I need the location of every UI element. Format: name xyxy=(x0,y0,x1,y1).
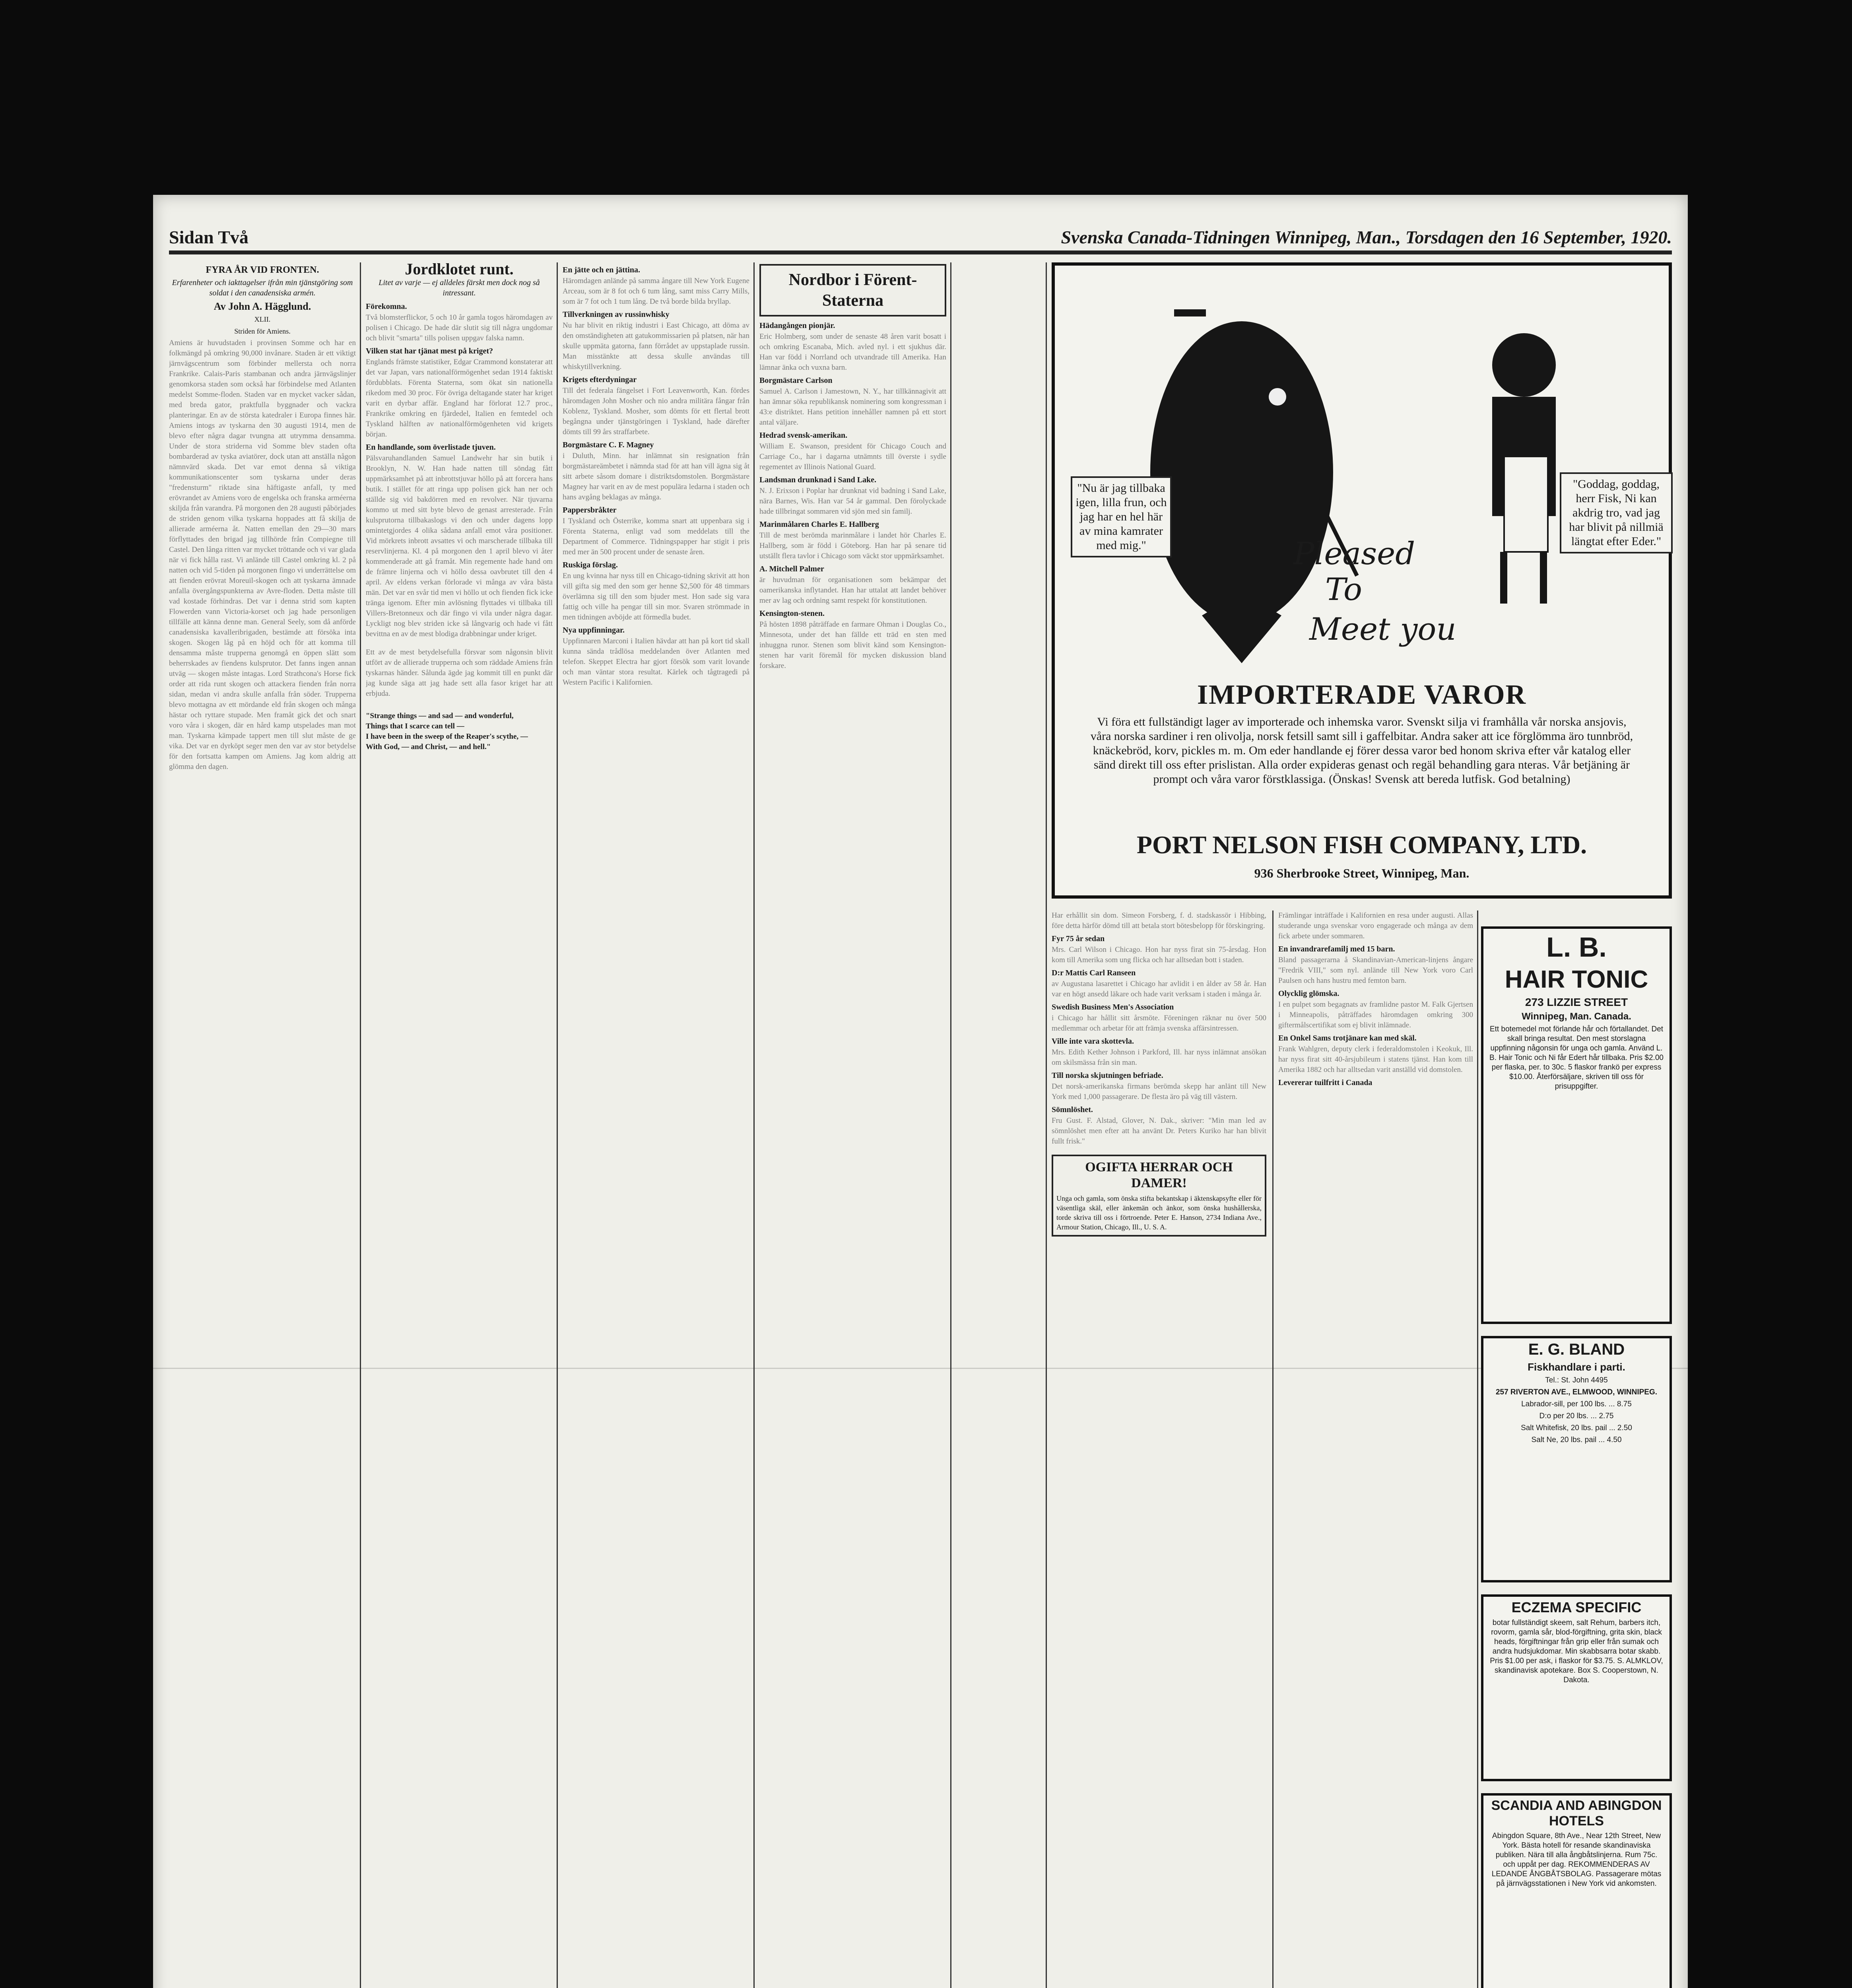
ad-body: Ett botemedel mot förlande hår och förtallandet. Det skall bringa resultat. Den mest storslagna uppfinning någonsin för unga och gamla. Använd L. B. Hair Tonic och Ni får Edert hår tillbaka. Pris $2.00 per flaska, per. to 30c. 5 flaskor frankö per express $10.00. Återförsäljare, skriven till oss för prisuppgifter. xyxy=(1489,1025,1664,1091)
article-body: Ett av de mest betydelsefulla försvar som någonsin blivit utfört av de allierade trupperna och som räddade Amiens från tyskarnas händer. Sålunda ägde jag kommit till en punkt där jag kunde säga att jag hade sett alla fasor kriget har att erbjuda. xyxy=(366,648,553,698)
article-body: En ung kvinna har nyss till en Chicago-tidning skrivit att hon vill gifta sig med den som ger henne $2,500 för 48 timmars överlämna sig till den som bjuder mest. Hon sade sig vara fattig och ville ha pengar till sin mor. Svaren strömmade in men tidningen avböjde att förmedla budet. xyxy=(563,572,749,621)
column-3 xyxy=(563,262,749,1988)
article-body: Till det federala fängelset i Fort Leavenworth, Kan. fördes häromdagen John Mosher och nio andra militära fångar från Koblenz, Tyskland. Mosher, som dömts för ett flertal brott begångna under tjänstgöringen i Tyskland, hade därefter dömts till 99 års straffarbete. xyxy=(563,386,749,436)
article-title: Jordklotet runt. xyxy=(405,262,514,278)
article-body: Englands främste statistiker, Edgar Crammond konstaterar att det var Japan, vars nationalförmögenhet sedan 1914 faktiskt fördubblats. Förenta Staterna, som ökat sin nationella rikedom med 30 proc. För övriga deltagande stater har kriget varit en dyrbar affär. England har förlorat 12.7 proc., Frankrike omkring en fjärdedel, Italien en femtedel och Tyskland hälften av nationalförmögenheten vid krigets början. xyxy=(366,358,553,439)
article-body: Två blomsterflickor, 5 och 10 år gamla togos häromdagen av polisen i Chicago. De hade där slutit sig till några ungdomar och blivit "smarta" tills polisen uppgav falska namn. xyxy=(366,313,553,342)
column-rule xyxy=(1272,911,1273,1988)
section-title: Striden för Amiens. xyxy=(234,327,291,335)
subhead: Marinmålaren Charles E. Hallberg xyxy=(759,520,879,529)
article-body: William E. Swanson, president för Chicago Couch and Carriage Co., har i dagarna utnämnts till överste i sydle regementet av Illinois National Guard. xyxy=(759,442,946,471)
subhead: Vilken stat har tjänat mest på kriget? xyxy=(366,347,493,355)
masthead xyxy=(169,227,1672,254)
ad-title: L. B. xyxy=(1546,932,1607,963)
price-line: Salt Ne, 20 lbs. pail ... 4.50 xyxy=(1531,1436,1622,1444)
article-body: Mrs. Edith Kether Johnson i Parkford, Ill. har nyss inlämnat ansökan om skilsmässa från sin man. xyxy=(1052,1048,1266,1067)
ad-body: Vi föra ett fullständigt lager av importerade och inhemska varor. Svenskt silja vi framhålla vår norska ansjovis, våra norska sardiner i ren olivolja, norsk fetsill samt sill i gaffelbitar. Andra saker att ice förglömma äro tunnbröd, knäckebröd, korv, pickles m. m. Om eder handlande ej förer dessa varor bed honom skriva efter vår katalog eller sänd direkt till oss efter prislistan. Alla order expideras genast och regäl behandling gara nteras. Vår betjäning är prompt och våra varor förstklassiga. (Önskas! Svensk att bereda lutfisk. God betalning) xyxy=(1090,715,1633,786)
subhead: En handlande, som överlistade tjuven. xyxy=(366,443,496,452)
paper-title: Svenska Canada-Tidningen Winnipeg, Man., Torsdagen den 16 September, 1920. xyxy=(1061,227,1672,247)
ad-body: botar fullständigt skeem, salt Rehum, barbers itch, rovorm, gamla sår, blod-förgiftning, grita skin, black heads, förgiftningar från grip eller från sumak och andra hudsjukdomar. Min skabbsarra botar skabb. Pris $1.00 per ask, i flaskor för $3.75. S. ALMKLOV, skandinavisk apotekare. Box S. Cooperstown, N. Dakota. xyxy=(1490,1619,1663,1684)
ad-title: HAIR TONIC xyxy=(1505,966,1648,993)
article-body: är huvudman för organisationen som bekämpar det oamerikanska inflytandet. Han har uttalat att landet behöver mer av lag och ordning samt respekt för konstitutionen. xyxy=(759,576,946,605)
ad-address: 273 LIZZIE STREET xyxy=(1525,996,1628,1008)
article-body: Amiens är huvudstaden i provinsen Somme och har en folkmängd på omkring 90,000 invånare. Staden är ett viktigt järnvägscentrum som förbinder mellersta och norra Frankrike. Calais-Paris stambanan och andra järnvägslinjer genomkorsa staden som också har förbindelse med Atlanten medelst Somme-floden. Staden var en mycket vacker sådan, med breda gator, praktfulla byggnader och vackra planteringar. En av de största katedraler i Europa finnes här. Amiens intogs av tyskarna den 30 augusti 1914, men de blevo efter några dagar tvungna att utrymma densamma. Under de stora striderna vid Somme blev staden ofta bombarderad av tyska aviatörer, dock utan att anställa någon nämnvärd skada. Det var emot denna så viktiga kommunikationscenter som tyskarna under deras "fredensturm" riktade sina häftigaste anfall, ty med erövrandet av Amiens voro de engelska och franska arméerna skiljda från varandra. På morgonen den 28 augusti påbörjades de striden genom vilka tyskarna hoppades att få skilja de allierade arméerna åt. Natten emellan den 29—30 mars förflyttades den brigad jag tillhörde från Compiegne till Castel. Den långa ritten var mycket tröttande och vi var glada när vi fick hålla rast. Vi anlände till Castel omkring kl. 2 på natten och vid 5-tiden på morgonen fingo vi underrättelse om att fienden erövrat Moreuil-skogen och att tyskarna ämnade anfalla övergångspunkterna av Avre-floden. Detta måste till vad kostade förhindras. Det var i denna strid som kapten Flowerden vann Victoria-korset och jag hade personligen tillfälle att känna denne man. General Seely, som då anförde canadensiska kavalleribrigaden, bestämde att försöka inta skogen. Skogen låg på en höjd och för att komma till densamma måste trupperna genomgå en öppen slätt som beherrskades av fiendens kulsprutor. Det fanns ingen annan utväg — skogen måste intagas. Lord Strathcona's Horse fick order att rida runt skogen och attackera fienden från norra sidan, medan vi andra skulle anfalla från söder. Trupperna blevo mottagna av ett mördande eld från skogen och många hästar och ryttare stupade. Men framåt gick det och snart voro våra i skogen, där en hård kamp utspelades man mot man. Tyskarna kämpade tappert men till slut måste de ge vika. Det var en dyrköpt seger men den var av stor betydelse för den fortsatta kampen om Amiens. Jag kom aldrig att glömma den dagen. xyxy=(169,339,356,771)
subhead: Förekomna. xyxy=(366,302,407,311)
article-body: Har erhållit sin dom. Simeon Forsberg, f. d. stadskassör i Hibbing, före detta härför dömd till att betala stort bötesbelopp för förskingring. xyxy=(1052,911,1266,930)
column-4 xyxy=(759,262,946,1988)
ad-subtitle: Fiskhandlare i parti. xyxy=(1528,1361,1625,1373)
price-line: D:o per 20 lbs. ... 2.75 xyxy=(1539,1412,1614,1420)
woman-leg xyxy=(1540,552,1547,604)
hat-icon xyxy=(1174,309,1206,316)
subhead: Landsman drunknad i Sand Lake. xyxy=(759,476,877,484)
ad-body: Abingdon Square, 8th Ave., Near 12th Street, New York. Bästa hotell för resande skandinaviska publiken. Nära till alla ångbåtslinjerna. Rum 75c. och uppåt per dag. REKOMMENDERAS AV LEDANDE ÅNGBÅTSBOLAG. Passagerare mötas på järnvägsstationen i New York vid ankomsten. xyxy=(1491,1832,1662,1888)
article-body: Främlingar inträffade i Kalifornien en resa under augusti. Allas studerande unga svenskar voro engagerade och många av dem fick arbete under sommaren. xyxy=(1278,911,1473,940)
company-name: PORT NELSON FISH COMPANY, LTD. xyxy=(1136,831,1587,859)
column-6 xyxy=(1278,911,1473,1988)
column-rule xyxy=(557,262,558,1988)
script-to: To xyxy=(1325,572,1362,608)
subhead: Pappersbråkter xyxy=(563,506,617,514)
hair-tonic-ad xyxy=(1481,926,1672,1324)
subhead: En invandrarefamilj med 15 barn. xyxy=(1278,945,1395,953)
column-2 xyxy=(366,262,553,1988)
subhead: Kensington-stenen. xyxy=(759,609,825,618)
woman-head xyxy=(1492,333,1556,397)
article-title-box: Nordbor i Förent-Staterna xyxy=(759,264,946,316)
article-body: Mrs. Carl Wilson i Chicago. Hon har nyss firat sin 75-årsdag. Hon kom till Amerika som ung flicka och har alltsedan bott i staden. xyxy=(1052,945,1266,964)
ad-body: Unga och gamla, som önska stifta bekantskap i äktenskapsyfte eller för väsentliga skäl, eller änkemän och änkor, som önska hushållerska, torde skriva till oss i förtroende. Peter E. Hanson, 2734 Indiana Ave., Armour Station, Chicago, Ill., U. S. A. xyxy=(1056,1194,1262,1231)
subhead: Till norska skjutningen befriade. xyxy=(1052,1071,1163,1080)
subhead: Hädangången pionjär. xyxy=(759,321,835,330)
column-5 xyxy=(1052,911,1266,1988)
ad-title: ECZEMA SPECIFIC xyxy=(1511,1599,1642,1615)
article-body: På hösten 1898 påträffade en farmare Ohman i Douglas Co., Minnesota, under det han fällde ett träd en sten med inhuggna runor. Stenen som blivit känd som Kensington-stenen har varit föremål för mycken diskussion bland forskare. xyxy=(759,620,946,670)
personals-ad xyxy=(1052,1155,1266,1237)
column-1 xyxy=(169,262,356,1988)
article-body: av Augustana lasarettet i Chicago har avlidit i en ålder av 58 år. Han var en högt ansedd läkare och hade varit verksam i staden i många år. xyxy=(1052,980,1266,998)
subhead: D:r Mattis Carl Ranseen xyxy=(1052,969,1136,977)
article-body: Frank Wahlgren, deputy clerk i federaldomstolen i Keokuk, Ill. har nyss firat sitt 40-årsjubileum i statens tjänst. Han kom till Amerika 1882 och har alltsedan varit anställd vid domstolen. xyxy=(1278,1045,1473,1074)
woman-apron xyxy=(1504,456,1548,552)
part-number: XLII. xyxy=(254,315,271,323)
ad-title: E. G. BLAND xyxy=(1528,1341,1625,1358)
eczema-ad xyxy=(1481,1594,1672,1781)
article-body: Pälsvaruhandlanden Samuel Landwehr har sin butik i Brooklyn, N. W. Han hade natten till söndag fått uppmärksamhet på att inbrottstjuvar höllo på att forcera hans butik. I stället för att ringa upp polisen gick han ner och ställde sig vid bakdörren med en revolver. När tjuvarna kommo ut med sitt byte blevo de genast arresterade. Från kulsprutorna tillbakaslogs vi den och under dagens lopp omintetgjordes 4 olika sådana anfall emot våra positioner. Vid mörkrets inbrott avsattes vi och marscherade tillbaka till reservlinjerna. Kl. 4 på morgonen den 1 april blevo vi åter kommenderade att gå framåt. Min regemente hade hand om de främre linjerna och vi höllo dessa oavbrutet till den 4 april. Av eldens verkan förlorade vi många av våra bästa män. Det var en svår tid men vi höllo ut och fienden fick icke tränga igenom. Efter min avlösning flyttades vi tillbaka till Villers-Bretonneux och där fingo vi vila under några dagar. Lyckligt nog blev striden icke så långvarig och hade vi fått bevittna en av de mest blodiga drabbningar under kriget. xyxy=(366,454,553,638)
newspaper-page xyxy=(153,195,1688,1988)
article-body: Det norsk-amerikanska firmans berömda skepp har anlänt till New York med 1,000 passagerare. De flesta äro på väg till västern. xyxy=(1052,1082,1266,1101)
subhead: Nya uppfinningar. xyxy=(563,626,625,635)
subhead: Swedish Business Men's Association xyxy=(1052,1003,1174,1011)
column-rule xyxy=(1046,262,1047,1988)
ad-city: Winnipeg, Man. Canada. xyxy=(1522,1011,1631,1022)
subhead: Tillverkningen av russinwhisky xyxy=(563,310,670,319)
subhead: Fyr 75 år sedan xyxy=(1052,934,1105,943)
subhead: En jätte och en jättina. xyxy=(563,266,640,274)
hotel-ad xyxy=(1481,1793,1672,1988)
subhead: En Onkel Sams trotjänare kan med skäl. xyxy=(1278,1034,1417,1043)
article-deck: Erfarenheter och iakttagelser ifrån min tjänstgöring som soldat i den canadensiska armén. xyxy=(172,278,353,297)
article-body: I Tyskland och Österrike, komma snart att uppenbara sig i Förenta Staterna, enligt vad som meddelats till the Department of Commerce. Tidningspapper har stigit i pris med mer än 500 procent under de senaste åren. xyxy=(563,517,749,556)
article-body: Bland passagerarna å Skandinavian-American-linjens ångare "Fredrik VIII," som nyl. anlände till New York voro Carl Paulsen och hans hustru med femton barn. xyxy=(1278,956,1473,985)
fish-body xyxy=(1150,321,1333,623)
subhead: Sömnlöshet. xyxy=(1052,1105,1093,1114)
article-body: N. J. Erixson i Poplar har drunknat vid badning i Sand Lake, nära Barnes, Wis. Han var 54 år gammal. Den förolyckade hade tillbringat sommaren vid sjön med sin familj. xyxy=(759,487,946,516)
poem: "Strange things — and sad — and wonderful, Things that I scarce can tell — I have been in the sweep of the Reaper's scythe, — With God, — and Christ, — and hell." xyxy=(366,712,528,751)
ad-title: SCANDIA AND ABINGDON HOTELS xyxy=(1491,1798,1662,1829)
article-deck: Litet av varje — ej alldeles färskt men dock nog så intressant. xyxy=(379,278,540,297)
article-body: Häromdagen anlände på samma ångare till New York Eugene Arceau, som är 8 fot och 6 tum lång, samt miss Carry Mills, som är 7 fot och 1 tum lång. De två borde bilda bryllap. xyxy=(563,277,749,306)
article-body: Till de mest berömda marinmålare i landet hör Charles E. Hallberg, som är född i Göteborg. Han har på senare tid utställt flera tavlor i Chicago som väckt stor uppmärksamhet. xyxy=(759,531,946,560)
article-body: i Duluth, Minn. har inlämnat sin resignation från borgmästareämbetet i nämnda stad för att han vill ägna sig åt sitt arbete såsom domare i distriktsdomstolen. Borgmästare Magney har varit en av de mest populära ledarna i staden och hans avgång beklagas av många. xyxy=(563,452,749,501)
ad-title: IMPORTERADE VAROR xyxy=(1197,679,1527,710)
column-rule xyxy=(1477,911,1478,1988)
subhead: Olycklig glömska. xyxy=(1278,989,1339,998)
speech-bubble-woman: "Goddag, goddag, herr Fisk, Ni kan akdrig tro, vad jag har blivit på nillmiä längtat efter Eder." xyxy=(1560,472,1673,553)
column-rule xyxy=(950,262,951,1988)
subhead: Borgmästare Carlson xyxy=(759,376,833,385)
subhead: Hedrad svensk-amerikan. xyxy=(759,431,848,440)
article-body: Uppfinnaren Marconi i Italien hävdar att han på kort tid skall kunna sända trådlösa meddelanden över Atlanten med telefon. Skeppet Electra har gjort försök som varit lovande och man väntar stora resultat. Kärlek och tågtragedi på Western Pacific i Kalifornien. xyxy=(563,637,749,687)
page-label: Sidan Två xyxy=(169,227,248,247)
speech-bubble-fish: "Nu är jag tillbaka igen, lilla frun, och jag har en hel här av mina kamrater med mig." xyxy=(1071,476,1172,557)
article-title: FYRA ÅR VID FRONTEN. xyxy=(206,265,319,275)
column-rule xyxy=(360,262,361,1988)
subhead: Levererar tuilfritt i Canada xyxy=(1278,1078,1372,1087)
ad-title: OGIFTA HERRAR OCH DAMER! xyxy=(1085,1160,1233,1190)
company-address: 936 Sherbrooke Street, Winnipeg, Man. xyxy=(1254,866,1470,880)
subhead: Ville inte vara skottevla. xyxy=(1052,1037,1134,1046)
article-body: Eric Holmberg, som under de senaste 48 åren varit bosatt i och omkring Escanaba, Mich. avled nyl. i ett sjukhus där. Han var född i Norrland och utvandrade till Amerika. Han lämnar änka och vuxna barn. xyxy=(759,332,946,372)
article-body: Nu har blivit en riktig industri i East Chicago, att döma av den omständigheten att gatukommissarien på platsen, när han skulle uppmäta gatorna, fann förrådet av uppstaplade russin. Man misstänkte att dessa skulle användas till whiskytillverkning. xyxy=(563,321,749,371)
subhead: Krigets efterdyningar xyxy=(563,375,637,384)
price-line: Salt Whitefisk, 20 lbs. pail ... 2.50 xyxy=(1521,1424,1632,1432)
column-rule xyxy=(753,262,755,1988)
fish-eye xyxy=(1269,388,1286,406)
fish-company-ad xyxy=(1052,262,1672,899)
article-body: i Chicago har hållit sitt årsmöte. Föreningen räknar nu över 500 medlemmar och arbetar för att främja svenska affärsintressen. xyxy=(1052,1014,1266,1033)
script-meet-you: Meet you xyxy=(1309,612,1456,647)
article-body: Fru Gust. F. Alstad, Glover, N. Dak., skriver: "Min man led av sömnlöshet men efter att ha använt Dr. Peters Kuriko har han blivit fullt frisk." xyxy=(1052,1116,1266,1145)
ad-address: 257 RIVERTON AVE., ELMWOOD, WINNIPEG. xyxy=(1495,1388,1658,1396)
article-body: I en pulpet som begagnats av framlidne pastor M. Falk Gjertsen i Minneapolis, påträffades häromdagen omkring 300 giftermålscertifikat som ej blivit inlämnade. xyxy=(1278,1000,1473,1029)
subhead: A. Mitchell Palmer xyxy=(759,565,824,573)
price-line: Labrador-sill, per 100 lbs. ... 8.75 xyxy=(1521,1400,1632,1408)
woman-leg xyxy=(1500,552,1507,604)
subhead: Ruskiga förslag. xyxy=(563,561,618,569)
script-pleased: Pleased xyxy=(1293,536,1415,572)
byline: Av John A. Hägglund. xyxy=(214,301,311,312)
fish-dealer-ad xyxy=(1481,1336,1672,1582)
ad-phone: Tel.: St. John 4495 xyxy=(1545,1376,1608,1384)
article-body: Samuel A. Carlson i Jamestown, N. Y., har tillkännagivit att han ämnar söka republikansk nominering som kongressman i 43:e distriktet. Hans petition innehåller namnen på ett stort antal väljare. xyxy=(759,387,946,427)
subhead: Borgmästare C. F. Magney xyxy=(563,441,654,449)
